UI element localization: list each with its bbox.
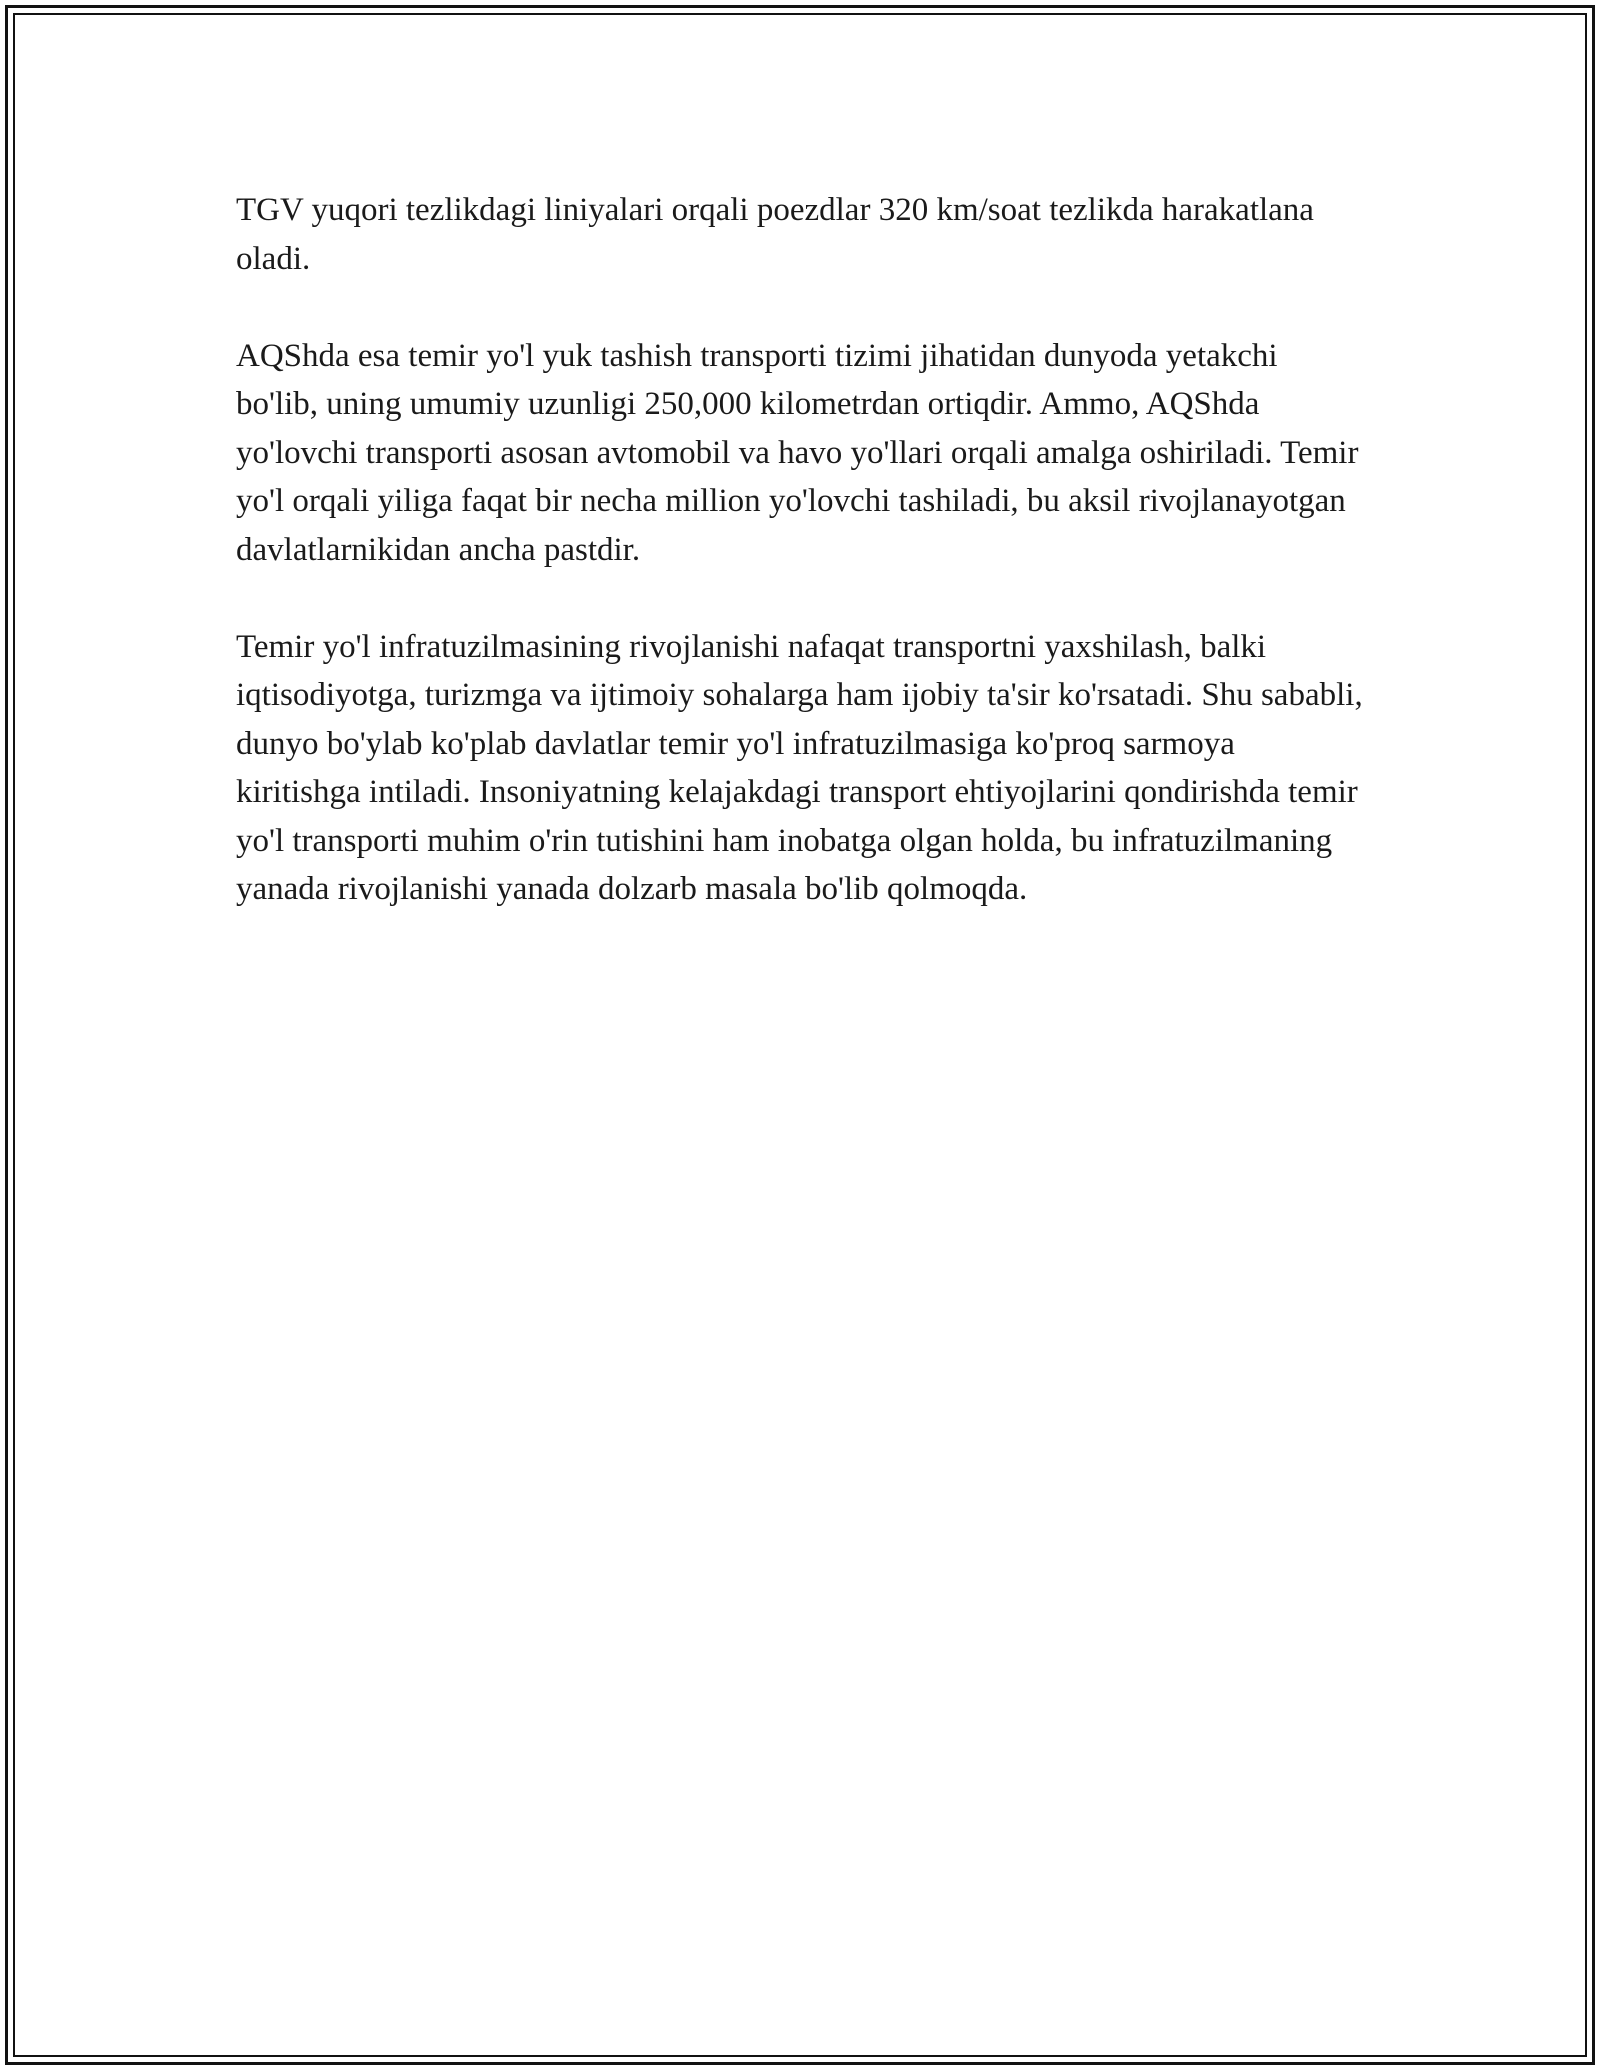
paragraph-usa-railways: AQShda esa temir yo'l yuk tashish transporti tizimi jihatidan dunyoda yetakchi bo'lib, uning umumiy uzunligi 250,000 kilometrdan ortiqdir. Ammo, AQShda yo'lovchi transporti asosan avtomobil va havo yo'llari orqali amalga oshiriladi. Temir yo'l orqali yiliga faqat bir necha million yo'lovchi tashiladi, bu aksil rivojlanayotgan davlatlarnikidan ancha pastdir. — [236, 337, 1359, 568]
document-body — [236, 186, 1366, 962]
paragraph-infrastructure-development: Temir yo'l infratuzilmasining rivojlanishi nafaqat transportni yaxshilash, balki iqtisodiyotga, turizmga va ijtimoiy sohalarga ham ijobiy ta'sir ko'rsatadi. Shu sababli, dunyo bo'ylab ko'plab davlatlar temir yo'l infratuzilmasiga ko'proq sarmoya kiritishga intiladi. Insoniyatning kelajakdagi transport ehtiyojlarini qondirishda temir yo'l transporti muhim o'rin tutishini ham inobatga olgan holda, bu infratuzilmaning yanada rivojlanishi yanada dolzarb masala bo'lib qolmoqda. — [236, 628, 1363, 907]
paragraph-tgv-speed: TGV yuqori tezlikdagi liniyalari orqali poezdlar 320 km/soat tezlikda harakatlana oladi. — [236, 192, 1314, 277]
